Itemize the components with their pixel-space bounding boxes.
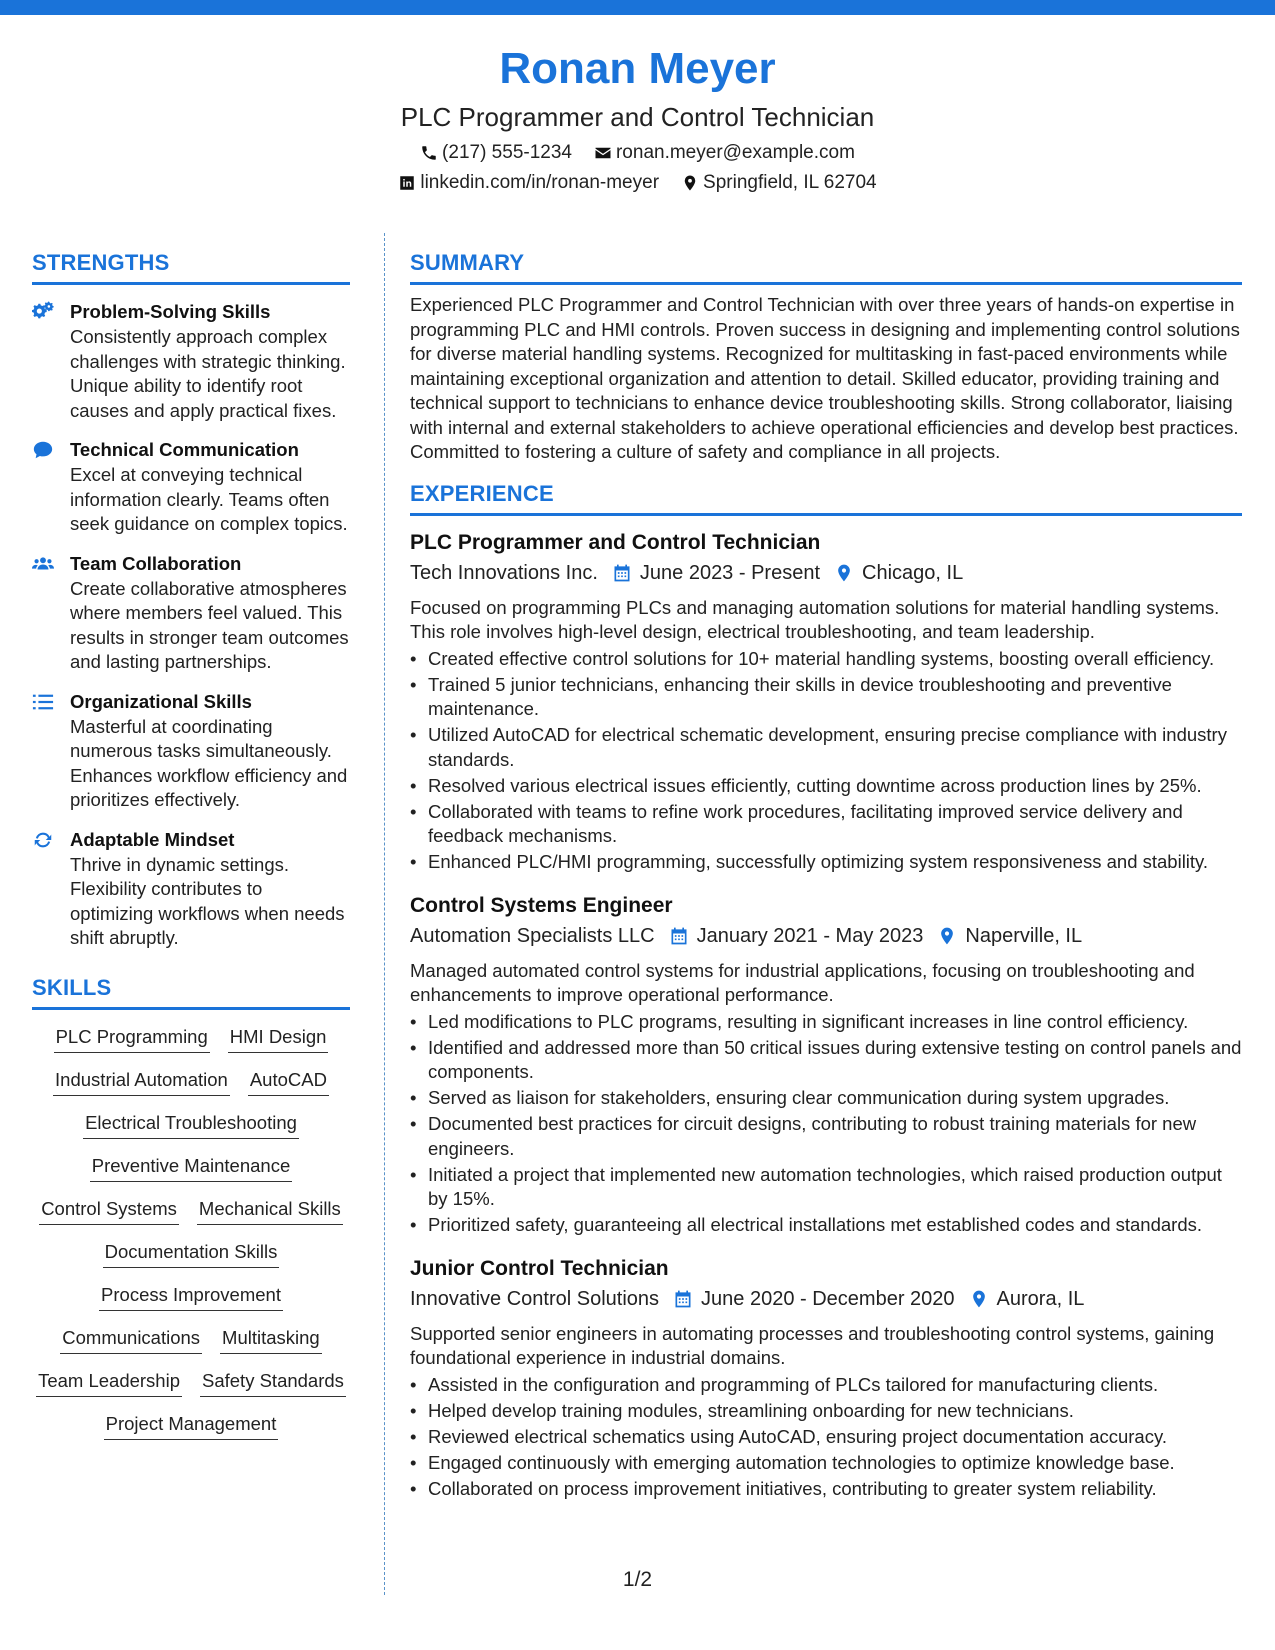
skill-chip: Industrial Automation (53, 1067, 230, 1096)
strength-desc: Thrive in dynamic settings. Flexibility contributes to optimizing workflows when needs shift abruptly. (70, 853, 345, 948)
strength-item (32, 299, 350, 423)
job-bullet: • Documented best practices for circuit designs, contributing to robust training materials for new engineers. (428, 1112, 1242, 1161)
skill-chip: Preventive Maintenance (90, 1153, 292, 1182)
resume-header (0, 40, 1275, 198)
job-bullet: • Led modifications to PLC programs, resulting in significant increases in line control efficiency. (428, 1010, 1242, 1035)
experience-rule (410, 513, 1242, 516)
skills-heading: SKILLS (32, 974, 112, 1000)
job-dates (669, 921, 924, 951)
summary-heading: SUMMARY (410, 250, 525, 275)
job-location-text: Naperville, IL (965, 924, 1083, 947)
experience-section (410, 479, 1242, 1502)
strength-title: Team Collaboration (70, 552, 242, 574)
job-bullet: • Identified and addressed more than 50 critical issues during extensive testing on control panels and components. (428, 1036, 1242, 1085)
phone-text: (217) 555-1234 (442, 142, 572, 163)
job-company: Automation Specialists LLC (410, 924, 655, 947)
job-bullet: • Served as liaison for stakeholders, ensuring clear communication during system upgrades. (428, 1086, 1242, 1111)
strengths-heading: STRENGTHS (32, 250, 170, 275)
job-dates-text: January 2021 - May 2023 (696, 924, 924, 947)
skill-chip: HMI Design (228, 1024, 329, 1053)
strength-desc: Masterful at coordinating numerous tasks simultaneously. Enhances workflow efficiency and prioritizes effectively. (70, 715, 348, 810)
strength-item (32, 437, 350, 537)
calendar-icon (669, 926, 689, 946)
job-entry (410, 528, 1242, 875)
strength-title: Organizational Skills (70, 690, 252, 712)
job-bullet: • Prioritized safety, guaranteeing all electrical installations met established codes and standards. (428, 1213, 1242, 1238)
gears-icon (32, 301, 54, 323)
email-text: ronan.meyer@example.com (615, 142, 855, 163)
job-bullet: • Enhanced PLC/HMI programming, successfully optimizing system responsiveness and stability. (428, 850, 1242, 875)
skill-chip: Multitasking (220, 1325, 322, 1354)
strength-item (32, 551, 350, 675)
job-bullets (410, 1010, 1242, 1238)
skill-chip: AutoCAD (248, 1067, 329, 1096)
skill-chip: Electrical Troubleshooting (83, 1110, 299, 1139)
job-dates (673, 1284, 955, 1314)
strength-title: Technical Communication (70, 439, 299, 460)
skill-chip: Control Systems (39, 1196, 179, 1225)
top-accent-bar (0, 0, 1275, 15)
map-pin-icon (969, 1289, 989, 1309)
skill-chip: Process Improvement (99, 1282, 283, 1311)
job-bullet: • Helped develop training modules, streamlining onboarding for new technicians. (428, 1399, 1242, 1424)
job-description: Supported senior engineers in automating processes and troubleshooting control systems, gaining foundational experience in industrial domains. (410, 1322, 1215, 1368)
map-pin-icon (937, 926, 957, 946)
job-location (834, 558, 963, 588)
job-dates-text: June 2023 - Present (639, 561, 821, 584)
job-bullet: • Resolved various electrical issues efficiently, cutting downtime across production lines by 25%. (428, 774, 1242, 799)
refresh-icon (32, 829, 54, 851)
job-bullet: • Created effective control solutions for 10+ material handling systems, boosting overall efficiency. (428, 647, 1242, 672)
job-company: Tech Innovations Inc. (410, 561, 598, 584)
strengths-rule (32, 282, 350, 285)
job-bullets (410, 1373, 1242, 1502)
skill-chip: Project Management (104, 1411, 279, 1440)
strength-desc: Excel at conveying technical information clearly. Teams often seek guidance on complex topics. (70, 464, 348, 534)
list-icon (32, 691, 54, 713)
job-bullet: • Engaged continuously with emerging automation technologies to optimize knowledge base. (428, 1451, 1242, 1476)
job-location (969, 1284, 1085, 1314)
job-meta (410, 1284, 1242, 1314)
job-meta (410, 921, 1242, 951)
candidate-name: Ronan Meyer (499, 44, 776, 93)
job-bullet: • Reviewed electrical schematics using AutoCAD, ensuring project documentation accuracy. (428, 1425, 1242, 1450)
job-bullet: • Collaborated on process improvement initiatives, contributing to greater system reliability. (428, 1477, 1242, 1502)
job-bullet: • Initiated a project that implemented new automation technologies, which raised production output by 15%. (428, 1163, 1242, 1212)
contact-row-1 (0, 138, 1275, 168)
strength-desc: Consistently approach complex challenges with strategic thinking. Unique ability to identify root causes and apply practical fixes. (70, 326, 346, 421)
job-entry (410, 1254, 1242, 1502)
strength-desc: Create collaborative atmospheres where members feel valued. This results in stronger team outcomes and lasting partnerships. (70, 577, 349, 672)
job-location (937, 921, 1082, 951)
job-title: PLC Programmer and Control Technician (410, 530, 821, 554)
linkedin-icon (398, 174, 416, 192)
location-text: Springfield, IL 62704 (703, 172, 877, 193)
job-description: Managed automated control systems for industrial applications, focusing on troubleshooting and enhancements to improve operational performance. (410, 959, 1195, 1005)
strength-title: Problem-Solving Skills (70, 301, 271, 322)
envelope-icon (594, 144, 612, 162)
skills-rule (32, 1007, 350, 1010)
candidate-title: PLC Programmer and Control Technician (400, 102, 875, 132)
job-location-text: Aurora, IL (996, 1287, 1085, 1310)
column-divider (384, 233, 385, 1595)
job-bullets (410, 647, 1242, 875)
contact-phone[interactable] (420, 138, 572, 168)
job-title: Control Systems Engineer (410, 893, 673, 917)
map-pin-icon (681, 174, 699, 192)
job-title: Junior Control Technician (410, 1256, 669, 1280)
summary-rule (410, 282, 1242, 285)
contact-row-2 (0, 168, 1275, 198)
skill-chip: Communications (60, 1325, 202, 1354)
job-entry (410, 891, 1242, 1238)
calendar-icon (673, 1289, 693, 1309)
skills-section (32, 973, 350, 1440)
right-column (410, 248, 1242, 1501)
contact-location (681, 168, 877, 198)
phone-icon (420, 144, 438, 162)
skill-chip: Safety Standards (200, 1368, 346, 1397)
strength-item (32, 827, 350, 951)
speech-bubble-icon (32, 439, 54, 461)
contact-linkedin[interactable] (398, 168, 659, 198)
linkedin-text: linkedin.com/in/ronan-meyer (420, 172, 660, 193)
skill-chip: PLC Programming (54, 1024, 210, 1053)
strength-title: Adaptable Mindset (70, 828, 235, 850)
job-dates-text: June 2020 - December 2020 (701, 1287, 955, 1310)
strength-item (32, 689, 350, 813)
skills-list (32, 1024, 350, 1440)
users-icon (32, 553, 54, 575)
skill-chip: Documentation Skills (103, 1239, 280, 1268)
skill-chip: Mechanical Skills (197, 1196, 343, 1225)
job-description: Focused on programming PLCs and managing automation solutions for material handling systems. This role involves high-level design, electrical troubleshooting, and team leadership. (410, 596, 1220, 642)
job-meta (410, 558, 1242, 588)
calendar-icon (612, 563, 632, 583)
job-dates (612, 558, 820, 588)
job-company: Innovative Control Solutions (410, 1287, 660, 1310)
job-bullet: • Collaborated with teams to refine work procedures, facilitating improved service delivery and feedback mechanisms. (428, 800, 1242, 849)
skill-chip: Team Leadership (36, 1368, 182, 1397)
job-bullet: • Assisted in the configuration and programming of PLCs tailored for manufacturing clients. (428, 1373, 1242, 1398)
left-column (32, 248, 350, 1440)
map-pin-icon (834, 563, 854, 583)
experience-heading: EXPERIENCE (410, 480, 554, 506)
job-location-text: Chicago, IL (862, 561, 964, 584)
contact-email[interactable] (594, 138, 855, 168)
summary-text: Experienced PLC Programmer and Control Technician with over three years of hands-on expertise in programming PLC and HMI controls. Proven success in designing and implementing control solutions for diverse material handling systems. Recognized for multitasking in fast-paced environments while maintaining exceptional organization and attention to detail. Skilled educator, providing training and technical support to technicians to enhance device troubleshooting skills. Strong collaborator, liaising with internal and external stakeholders to achieve operational efficiencies and develop best practices. Committed to fostering a culture of safety and compliance in all projects. (410, 294, 1240, 462)
job-bullet: • Trained 5 junior technicians, enhancing their skills in device troubleshooting and preventive maintenance. (428, 673, 1242, 722)
page-number: 1/2 (622, 1568, 653, 1591)
job-bullet: • Utilized AutoCAD for electrical schematic development, ensuring precise compliance with industry standards. (428, 723, 1242, 772)
